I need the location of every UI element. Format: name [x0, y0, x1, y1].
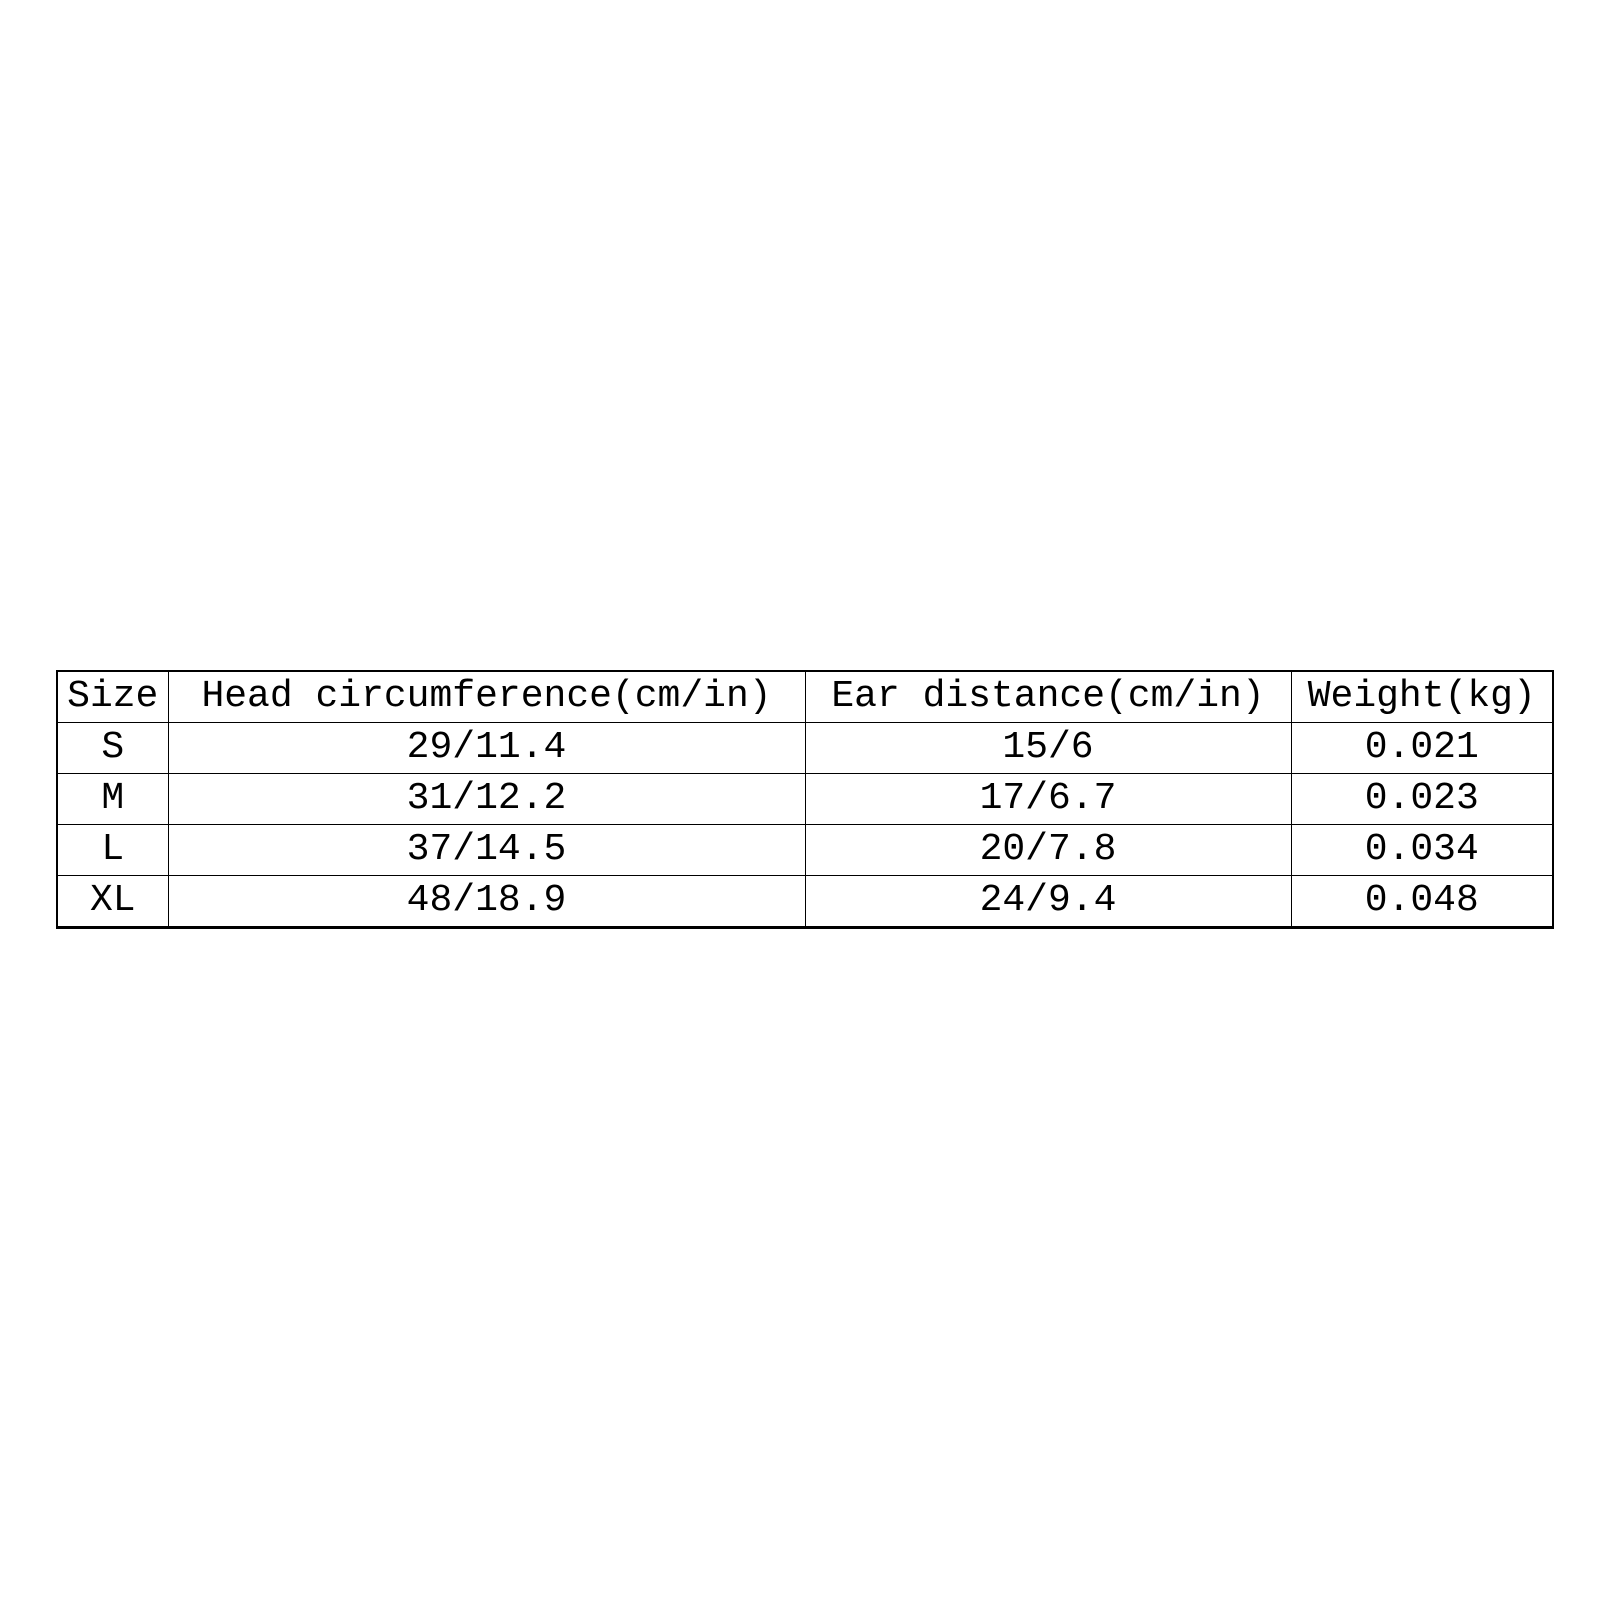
table-row — [57, 825, 1553, 876]
cell-head-circumference: 37/14.5 — [168, 825, 805, 876]
cell-ear-distance: 17/6.7 — [805, 774, 1291, 825]
cell-weight: 0.023 — [1291, 774, 1553, 825]
header-weight: Weight(kg) — [1291, 671, 1553, 723]
cell-ear-distance: 15/6 — [805, 723, 1291, 774]
cell-size: S — [57, 723, 168, 774]
cell-size: M — [57, 774, 168, 825]
table-header-row — [57, 671, 1553, 723]
header-head-circumference: Head circumference(cm/in) — [168, 671, 805, 723]
table-row — [57, 876, 1553, 928]
cell-weight: 0.048 — [1291, 876, 1553, 928]
cell-weight: 0.034 — [1291, 825, 1553, 876]
cell-size: XL — [57, 876, 168, 928]
table-row — [57, 723, 1553, 774]
header-ear-distance: Ear distance(cm/in) — [805, 671, 1291, 723]
cell-ear-distance: 24/9.4 — [805, 876, 1291, 928]
cell-ear-distance: 20/7.8 — [805, 825, 1291, 876]
cell-size: L — [57, 825, 168, 876]
cell-head-circumference: 29/11.4 — [168, 723, 805, 774]
cell-head-circumference: 31/12.2 — [168, 774, 805, 825]
cell-head-circumference: 48/18.9 — [168, 876, 805, 928]
header-size: Size — [57, 671, 168, 723]
table-row — [57, 774, 1553, 825]
size-chart-table — [56, 670, 1554, 929]
cell-weight: 0.021 — [1291, 723, 1553, 774]
